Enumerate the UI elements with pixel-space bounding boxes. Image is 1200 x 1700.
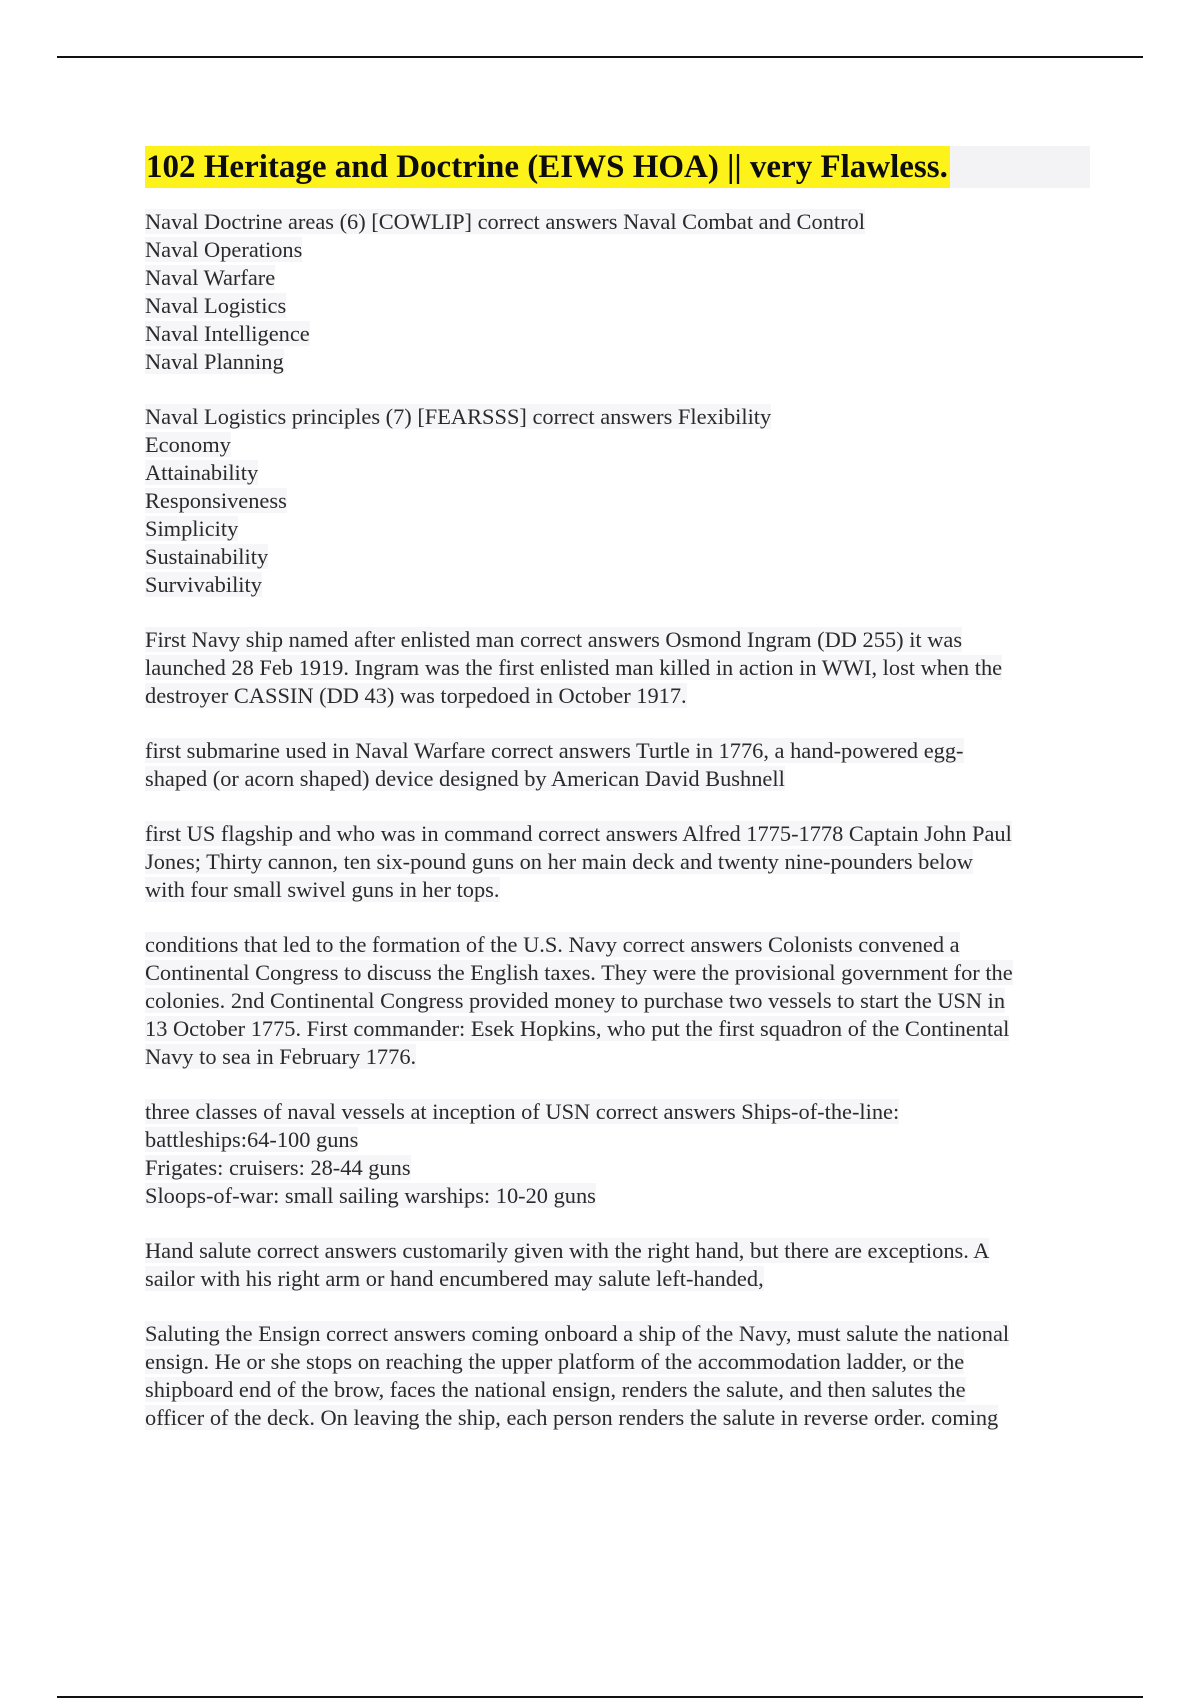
qa-text: [145, 820, 1090, 904]
text-line: Naval Doctrine areas (6) [COWLIP] correct answers Naval Combat and Control: [145, 209, 865, 234]
text-line: First Navy ship named after enlisted man correct answers Osmond Ingram (DD 255) it was: [145, 627, 963, 652]
footer-rule: [57, 1696, 1143, 1698]
text-line: officer of the deck. On leaving the ship, each person renders the salute in reverse order. coming: [145, 1405, 999, 1430]
text-line: Continental Congress to discuss the English taxes. They were the provisional government for the: [145, 960, 1013, 985]
text-line: destroyer CASSIN (DD 43) was torpedoed in October 1917.: [145, 683, 687, 708]
text-line: Frigates: cruisers: 28-44 guns: [145, 1155, 411, 1180]
text-line: shipboard end of the brow, faces the national ensign, renders the salute, and then salutes the: [145, 1377, 966, 1402]
text-line: first US flagship and who was in command correct answers Alfred 1775-1778 Captain John Paul: [145, 821, 1012, 846]
qa-entry: [145, 208, 1090, 376]
document-content: [145, 208, 1090, 1432]
text-line: colonies. 2nd Continental Congress provided money to purchase two vessels to start the USN in: [145, 988, 1006, 1013]
document-page: [145, 146, 1090, 1459]
qa-text: [145, 208, 1090, 376]
qa-text: [145, 403, 1090, 599]
qa-text: [145, 1098, 1090, 1210]
qa-entry: [145, 1320, 1090, 1432]
qa-entry: [145, 737, 1090, 793]
text-line: sailor with his right arm or hand encumbered may salute left-handed,: [145, 1266, 764, 1291]
qa-text: [145, 931, 1090, 1071]
document-title: 102 Heritage and Doctrine (EIWS HOA) || very Flawless.: [145, 146, 950, 188]
text-line: Economy: [145, 432, 231, 457]
header-rule: [57, 56, 1143, 58]
text-line: Jones; Thirty cannon, ten six-pound guns on her main deck and twenty nine-pounders below: [145, 849, 973, 874]
qa-text: [145, 737, 1090, 793]
qa-text: [145, 1320, 1090, 1432]
text-line: Responsiveness: [145, 488, 287, 513]
text-line: Survivability: [145, 572, 262, 597]
text-line: Naval Intelligence: [145, 321, 310, 346]
text-line: Naval Logistics principles (7) [FEARSSS] correct answers Flexibility: [145, 404, 772, 429]
text-line: Naval Logistics: [145, 293, 287, 318]
text-line: conditions that led to the formation of the U.S. Navy correct answers Colonists convened a: [145, 932, 960, 957]
qa-entry: [145, 931, 1090, 1071]
qa-entry: [145, 1098, 1090, 1210]
qa-entry: [145, 626, 1090, 710]
text-line: battleships:64-100 guns: [145, 1127, 359, 1152]
text-line: Naval Planning: [145, 349, 284, 374]
qa-text: [145, 1237, 1090, 1293]
text-line: launched 28 Feb 1919. Ingram was the first enlisted man killed in action in WWI, lost when the: [145, 655, 1003, 680]
qa-entry: [145, 403, 1090, 599]
text-line: shaped (or acorn shaped) device designed by American David Bushnell: [145, 766, 785, 791]
text-line: Naval Operations: [145, 237, 303, 262]
text-line: Attainability: [145, 460, 259, 485]
qa-entry: [145, 820, 1090, 904]
text-line: 13 October 1775. First commander: Esek Hopkins, who put the first squadron of the Continental: [145, 1016, 1010, 1041]
qa-text: [145, 626, 1090, 710]
text-line: Saluting the Ensign correct answers coming onboard a ship of the Navy, must salute the national: [145, 1321, 1010, 1346]
text-line: Sloops-of-war: small sailing warships: 10-20 guns: [145, 1183, 596, 1208]
text-line: Simplicity: [145, 516, 239, 541]
text-line: Naval Warfare: [145, 265, 276, 290]
text-line: with four small swivel guns in her tops.: [145, 877, 500, 902]
text-line: Sustainability: [145, 544, 269, 569]
text-line: three classes of naval vessels at inception of USN correct answers Ships-of-the-line:: [145, 1099, 900, 1124]
text-line: first submarine used in Naval Warfare correct answers Turtle in 1776, a hand-powered egg-: [145, 738, 964, 763]
text-line: Navy to sea in February 1776.: [145, 1044, 417, 1069]
qa-entry: [145, 1237, 1090, 1293]
text-line: Hand salute correct answers customarily given with the right hand, but there are exceptions. A: [145, 1238, 990, 1263]
title-bar: [145, 146, 1090, 188]
text-line: ensign. He or she stops on reaching the upper platform of the accommodation ladder, or the: [145, 1349, 965, 1374]
